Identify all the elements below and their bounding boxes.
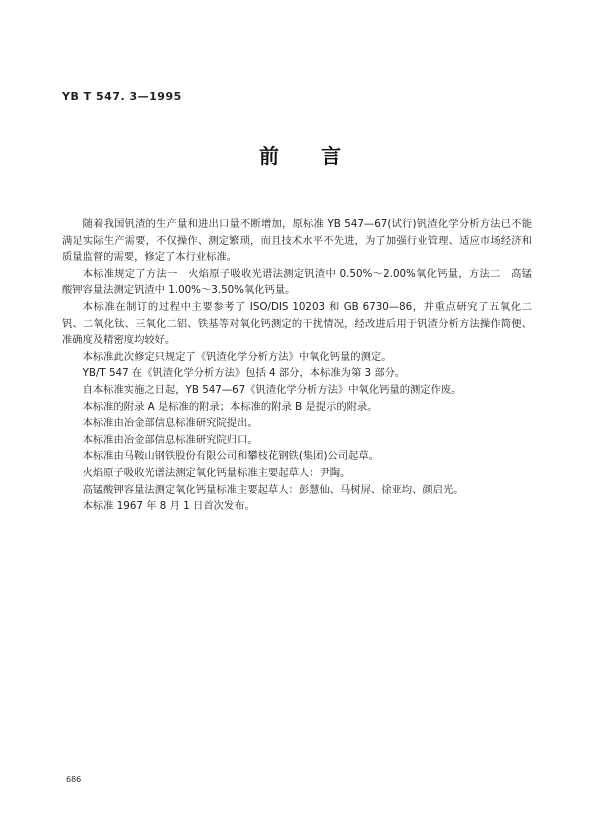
paragraph-background: 随着我国钒渣的生产量和进出口量不断增加，原标准 YB 547—67(试行)钒渣化学分析方法已不能满足实际生产需要，不仅操作、测定繁琐，而且技术水平不先进，为了加强行业管理、适应市场经济和质量监督的需要，修定了本行业标准。 [62, 218, 532, 264]
standard-code: YB T 547. 3—1995 [62, 90, 182, 103]
foreword-body [62, 216, 532, 515]
paragraph-parts: YB/T 547 在《钒渣化学分析方法》包括 4 部分，本标准为第 3 部分。 [82, 367, 406, 380]
paragraph-drafter-method-1: 火焰原子吸收光谱法测定氧化钙量标准主要起草人：尹陶。 [82, 466, 351, 479]
paragraph-drafted-by: 本标准由马鞍山钢铁股份有限公司和攀枝花钢铁(集团)公司起草。 [82, 450, 379, 463]
paragraph-references: 本标准在制订的过程中主要参考了 ISO/DIS 10203 和 GB 6730—86，并重点研究了五氧化二钒、二氧化钛、三氧化二铝、铁基等对氧化钙测定的干扰情况，经改进后用于钒渣分析方法操作简便、准确度及精密度均较好。 [62, 300, 532, 347]
paragraph-appendices: 本标准的附录 A 是标准的附录；本标准的附录 B 是提示的附录。 [82, 400, 378, 413]
page-number: 686 [66, 775, 82, 784]
page-title: 前言 [259, 144, 383, 168]
paragraph-scope: 本标准此次修定只规定了《钒渣化学分析方法》中氧化钙量的测定。 [82, 350, 392, 363]
paragraph-proposed-by: 本标准由冶金部信息标准研究院提出。 [82, 417, 258, 430]
paragraph-supersedes: 自本标准实施之日起，YB 547—67《钒渣化学分析方法》中氧化钙量的测定作废。 [82, 383, 462, 396]
paragraph-managed-by: 本标准由冶金部信息标准研究院归口。 [82, 433, 258, 446]
paragraph-drafter-method-2: 高锰酸钾容量法测定氧化钙量标准主要起草人：彭慧仙、马树屏、徐亚均、颜启光。 [82, 483, 464, 496]
paragraph-methods: 本标准规定了方法一 火焰原子吸收光谱法测定钒渣中 0.50%～2.00%氧化钙量，方法二 高锰酸钾容量法测定钒渣中 1.00%～3.50%氧化钙量。 [62, 267, 532, 297]
paragraph-first-issued: 本标准 1967 年 8 月 1 日首次发布。 [82, 500, 255, 513]
